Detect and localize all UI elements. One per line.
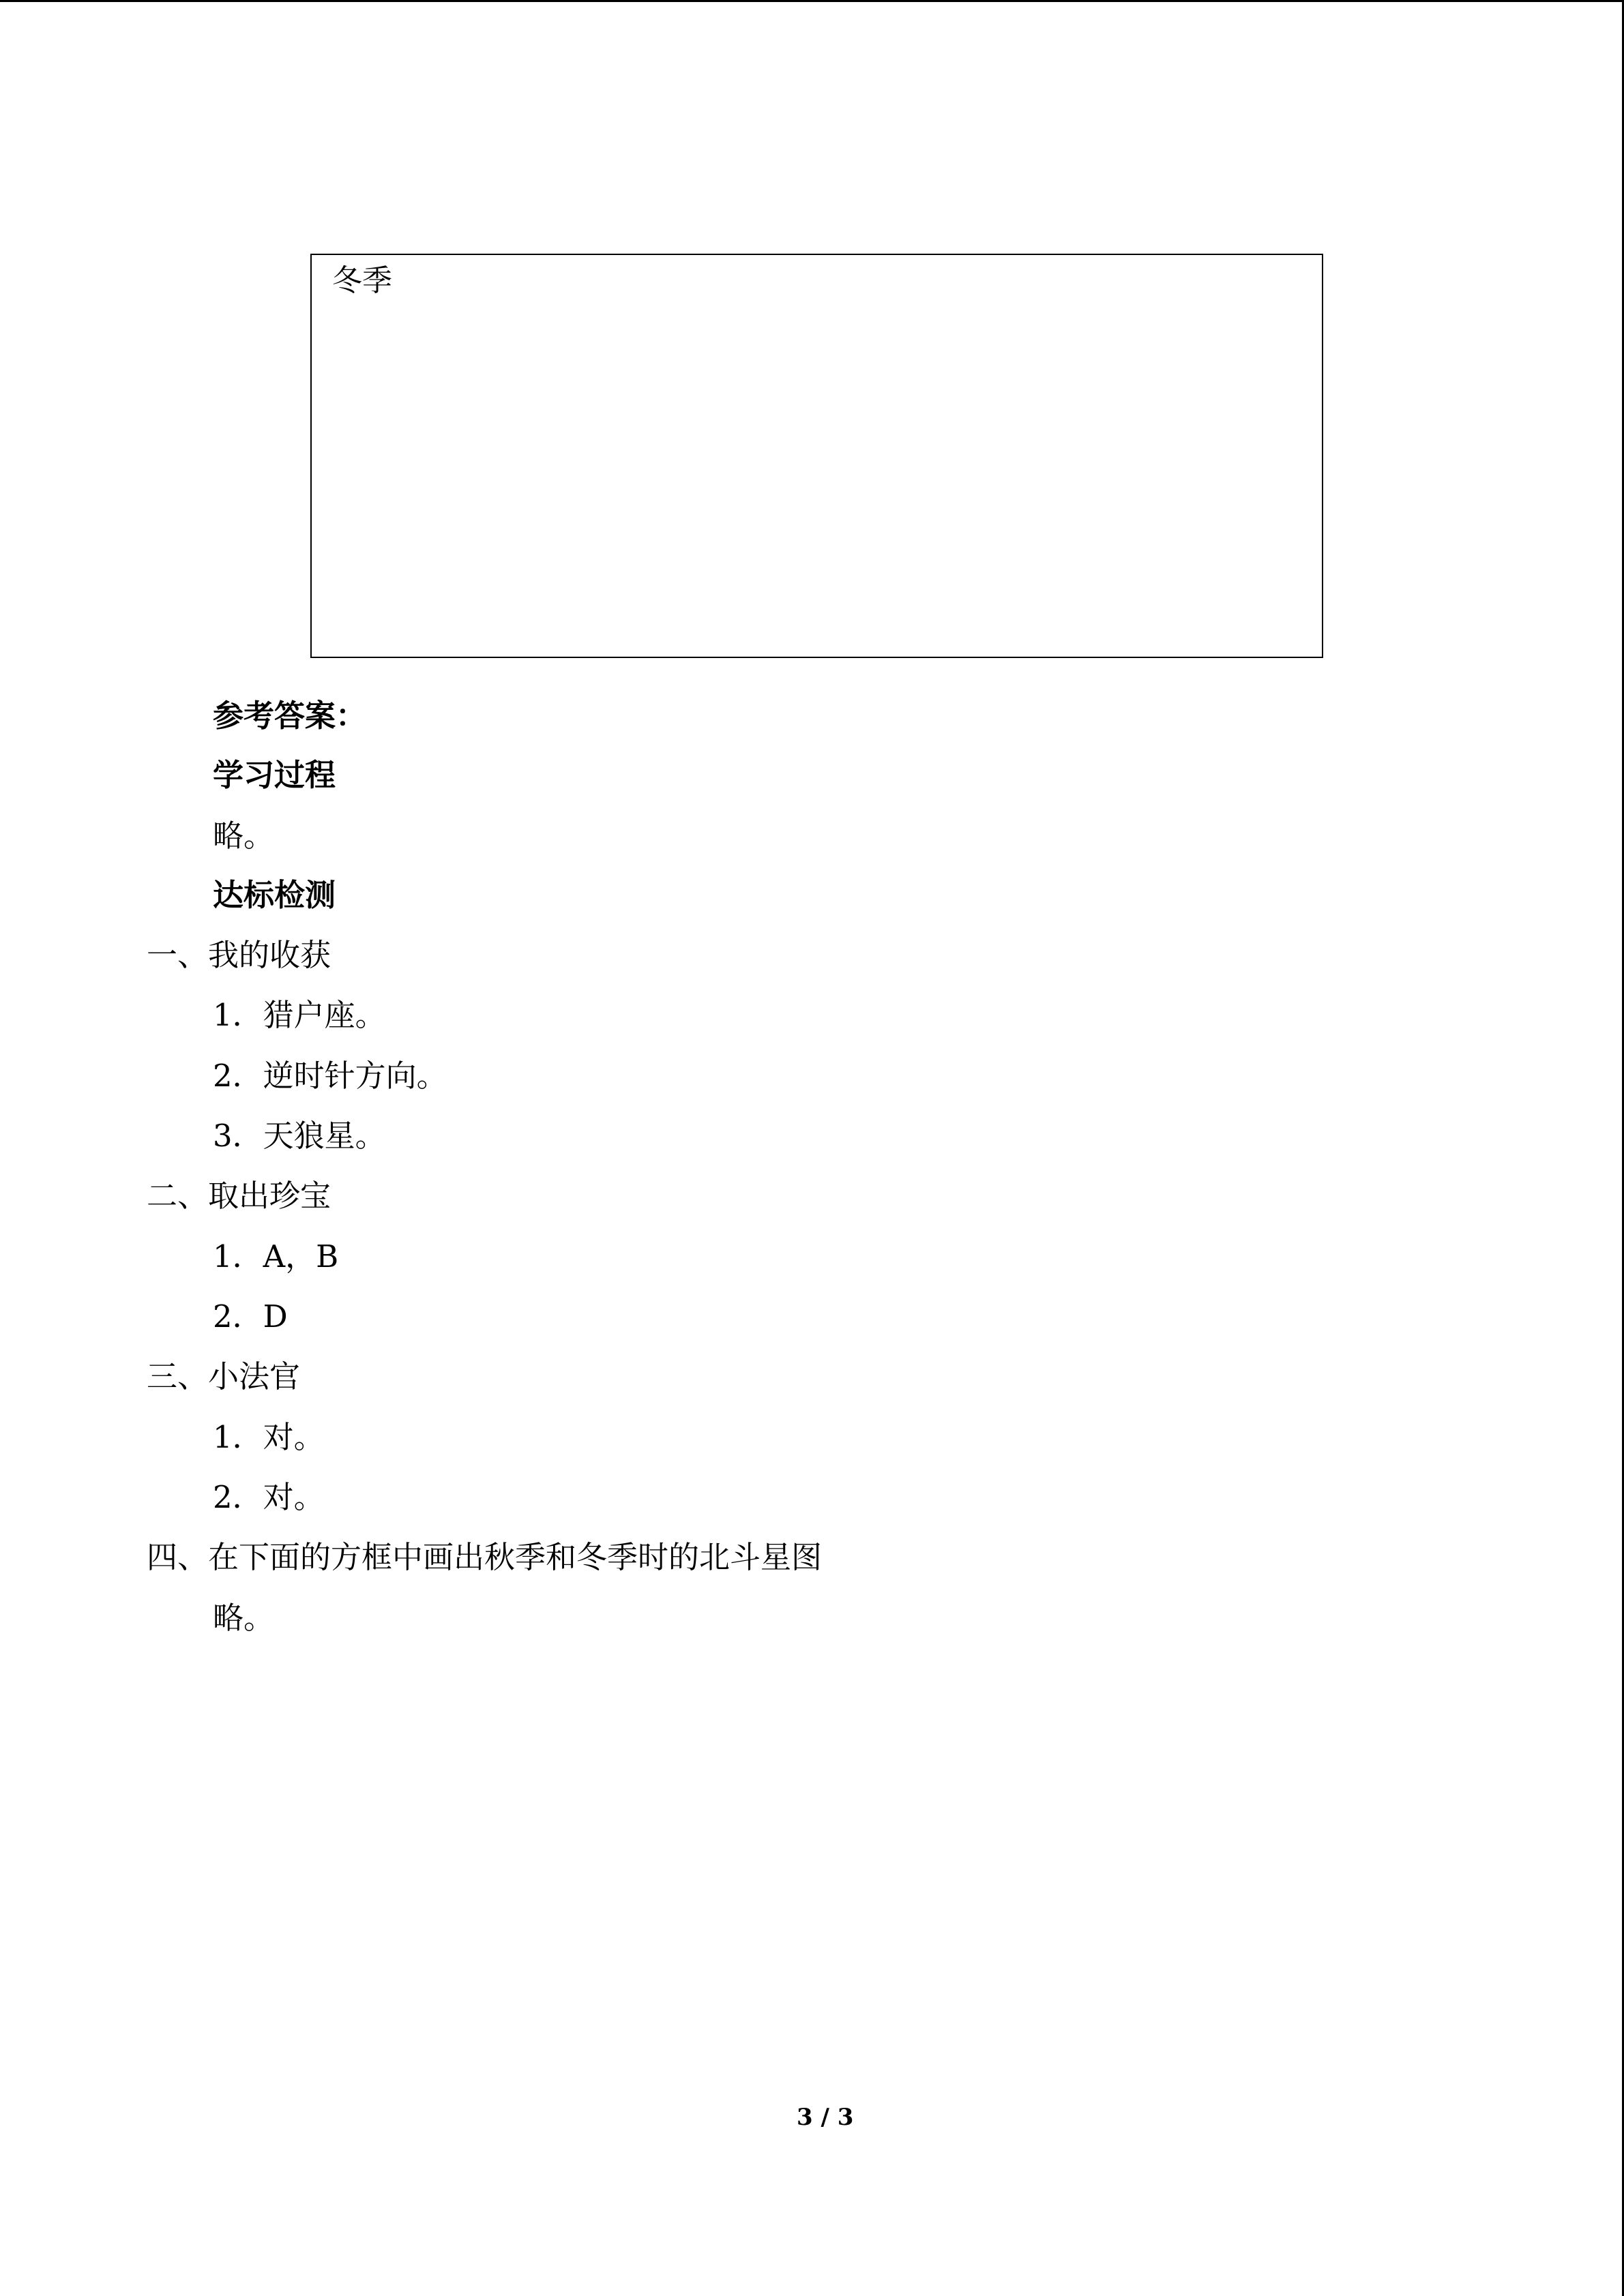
standard-test-title: 达标检测 (213, 877, 336, 913)
page-number: 3 / 3 (797, 2104, 854, 2131)
answer-item: 1．A，B (213, 1238, 339, 1274)
answer-item: 略。 (213, 1600, 275, 1636)
drawing-box-label: 冬季 (332, 263, 392, 298)
answer-item: 1．猎户座。 (213, 997, 386, 1033)
section-title: 一、我的收获 (147, 937, 331, 973)
section-title: 二、取出珍宝 (147, 1178, 331, 1214)
answer-item: 1．对。 (213, 1419, 325, 1455)
section-title: 四、在下面的方框中画出秋季和冬季时的北斗星图 (147, 1539, 823, 1575)
learning-process-title: 学习过程 (213, 757, 336, 793)
section-title: 三、小法官 (147, 1358, 301, 1395)
answer-item: 2．对。 (213, 1479, 325, 1515)
learning-process-content: 略。 (213, 818, 275, 854)
answers-heading: 参考答案： (213, 698, 367, 734)
answer-item: 3．天狼星。 (213, 1118, 386, 1154)
page-top-border (0, 0, 1624, 2)
winter-drawing-box (310, 254, 1323, 658)
answer-item: 2．D (213, 1298, 288, 1335)
answer-item: 2．逆时针方向。 (213, 1058, 447, 1094)
